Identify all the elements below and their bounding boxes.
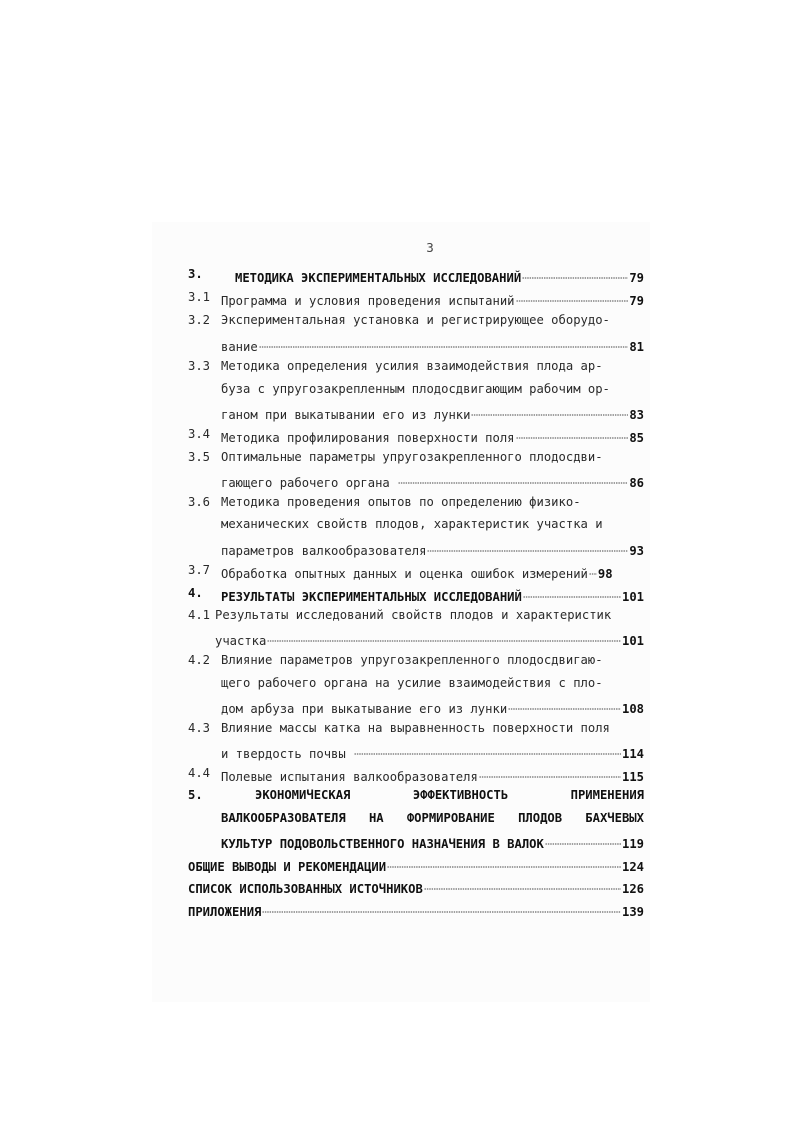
entry-title-line: дом арбуза при выкатывание его из лунки <box>221 702 508 716</box>
dot-leader <box>589 562 597 578</box>
page-ref: 86 <box>629 476 644 490</box>
toc-entry-3-3-cont[interactable] <box>188 381 644 397</box>
page-ref: 98 <box>597 567 613 581</box>
page-ref: 83 <box>629 408 644 422</box>
page-ref: 85 <box>629 431 644 445</box>
toc-conclusions[interactable] <box>188 855 644 874</box>
entry-title: Полевые испытания валкообразователя <box>221 770 478 784</box>
toc-entry-4-2-cont[interactable] <box>188 697 644 716</box>
toc-entry-3-3[interactable] <box>188 358 644 374</box>
toc-references[interactable] <box>188 877 644 896</box>
entry-number: 3.3 <box>188 359 211 373</box>
dot-leader <box>262 900 621 916</box>
toc-section-5[interactable] <box>188 787 644 803</box>
entry-title-line: Оптимальные параметры упругозакрепленного плодосдви- <box>221 450 603 464</box>
toc-entry-3-1[interactable] <box>188 289 644 308</box>
dot-leader <box>479 765 621 781</box>
section-title-line: КУЛЬТУР ПОДОВОЛЬСТВЕННОГО НАЗНАЧЕНИЯ В ВАЛОК <box>221 837 544 851</box>
dot-leader <box>522 266 628 282</box>
toc-entry-4-2-cont[interactable] <box>188 675 644 691</box>
title-word: ФОРМИРОВАНИЕ <box>406 811 495 825</box>
entry-title-line: Влияние параметров упругозакрепленного плодосдвигаю- <box>221 653 603 667</box>
toc-entry-3-5[interactable] <box>188 449 644 465</box>
entry-title-line: Экспериментальная установка и регистрирующее оборудо- <box>221 313 610 327</box>
toc-entry-3-7[interactable] <box>188 562 644 581</box>
dot-leader <box>259 335 629 351</box>
entry-title-line: участка <box>215 634 267 648</box>
page-number: 3 <box>426 240 434 255</box>
dot-leader <box>387 855 621 871</box>
toc-entry-3-2[interactable] <box>188 312 644 328</box>
toc-entry-3-2-cont[interactable] <box>188 335 644 354</box>
dot-leader <box>471 403 628 419</box>
entry-number: 3.4 <box>188 427 211 441</box>
page-ref: 79 <box>629 271 644 285</box>
title-word: ЭФФЕКТИВНОСТЬ <box>412 788 509 802</box>
toc-section-5-cont[interactable] <box>188 832 644 851</box>
entry-title-line: вание <box>221 340 258 354</box>
entry-title-line: гающего рабочего органа <box>221 476 390 490</box>
page-ref: 139 <box>621 905 644 919</box>
entry-number: 4.4 <box>188 766 211 780</box>
toc-entry-3-6[interactable] <box>188 494 644 510</box>
entry-number: 3.5 <box>188 450 211 464</box>
entry-title-line: буза с упругозакрепленным плодосдвигающим рабочим ор- <box>221 382 610 396</box>
page-ref: 79 <box>629 294 644 308</box>
entry-title-line: Методика определения усилия взаимодействия плода ар- <box>221 359 603 373</box>
page-ref: 93 <box>629 544 644 558</box>
toc-section-4[interactable] <box>188 585 644 604</box>
page-ref: 108 <box>621 702 644 716</box>
entry-number: 4.1 <box>188 608 211 622</box>
dot-leader <box>508 697 621 713</box>
toc-entry-3-6-cont[interactable] <box>188 539 644 558</box>
toc-section-5-cont[interactable] <box>188 810 644 826</box>
dot-leader <box>398 471 629 487</box>
toc-entry-4-4[interactable] <box>188 765 644 784</box>
entry-number: 4.2 <box>188 653 211 667</box>
toc-entry-3-6-cont[interactable] <box>188 516 644 532</box>
page-ref: 124 <box>621 860 644 874</box>
entry-title: СПИСОК ИСПОЛЬЗОВАННЫХ ИСТОЧНИКОВ <box>188 882 423 896</box>
dot-leader <box>516 289 629 305</box>
title-word: ПРИМЕНЕНИЯ <box>570 788 644 802</box>
page-ref: 101 <box>621 590 644 604</box>
entry-number: 3.2 <box>188 313 211 327</box>
entry-title-line: Методика проведения опытов по определению физико- <box>221 495 581 509</box>
entry-title-line: и твердость почвы <box>221 747 346 761</box>
entry-title-line: ганом при выкатывании его из лунки <box>221 408 471 422</box>
page-ref: 101 <box>621 634 644 648</box>
title-word: НА <box>368 811 384 825</box>
toc-entry-4-2[interactable] <box>188 652 644 668</box>
toc-entry-3-4[interactable] <box>188 426 644 445</box>
toc-section-3[interactable] <box>188 266 644 285</box>
page-ref: 126 <box>621 882 644 896</box>
section-number: 4. <box>188 586 203 600</box>
dot-leader <box>427 539 628 555</box>
section-title-line <box>221 810 644 826</box>
entry-title-line: параметров валкообразователя <box>221 544 427 558</box>
entry-title: ПРИЛОЖЕНИЯ <box>188 905 262 919</box>
entry-title-line: механических свойств плодов, характеристик участка и <box>221 517 603 531</box>
entry-title-line: Влияние массы катка на выравненность поверхности поля <box>221 721 610 735</box>
section-title: РЕЗУЛЬТАТЫ ЭКСПЕРИМЕНТАЛЬНЫХ ИССЛЕДОВАНИЙ <box>221 590 522 604</box>
dot-leader <box>516 426 629 442</box>
title-word: БАХЧЕВЫХ <box>585 811 644 825</box>
toc-entry-4-1-cont[interactable] <box>188 629 644 648</box>
entry-number: 4.3 <box>188 721 211 735</box>
toc-entry-3-5-cont[interactable] <box>188 471 644 490</box>
dot-leader <box>267 629 621 645</box>
entry-title: ОБЩИЕ ВЫВОДЫ И РЕКОМЕНДАЦИИ <box>188 860 387 874</box>
section-number: 3. <box>188 267 203 281</box>
entry-title: Программа и условия проведения испытаний <box>221 294 515 308</box>
toc-entry-4-3[interactable] <box>188 720 644 736</box>
toc-entry-4-1[interactable] <box>188 607 644 623</box>
page-ref: 115 <box>621 770 644 784</box>
toc-entry-3-3-cont[interactable] <box>188 403 644 422</box>
title-word: ПЛОДОВ <box>518 811 563 825</box>
section-title-line <box>255 787 644 803</box>
entry-number: 3.1 <box>188 290 211 304</box>
entry-number: 3.6 <box>188 495 211 509</box>
dot-leader <box>545 832 621 848</box>
section-number: 5. <box>188 788 203 802</box>
entry-number: 3.7 <box>188 563 211 577</box>
entry-title: Методика профилирования поверхности поля <box>221 431 515 445</box>
entry-title: Обработка опытных данных и оценка ошибок измерений <box>221 567 588 581</box>
entry-title-line: Результаты исследований свойств плодов и характеристик <box>215 608 612 622</box>
toc-appendices[interactable] <box>188 900 644 919</box>
page-ref: 81 <box>629 340 644 354</box>
page-ref: 114 <box>621 747 644 761</box>
title-word: ВАЛКООБРАЗОВАТЕЛЯ <box>221 811 346 825</box>
section-title: МЕТОДИКА ЭКСПЕРИМЕНТАЛЬНЫХ ИССЛЕДОВАНИЙ <box>235 271 522 285</box>
toc-entry-4-3-cont[interactable] <box>188 742 644 761</box>
dot-leader <box>354 742 621 758</box>
title-word: ЭКОНОМИЧЕСКАЯ <box>255 788 351 802</box>
dot-leader <box>523 585 621 601</box>
page-ref: 119 <box>621 837 644 851</box>
entry-title-line: щего рабочего органа на усилие взаимодействия с пло- <box>221 676 603 690</box>
dot-leader <box>424 877 621 893</box>
